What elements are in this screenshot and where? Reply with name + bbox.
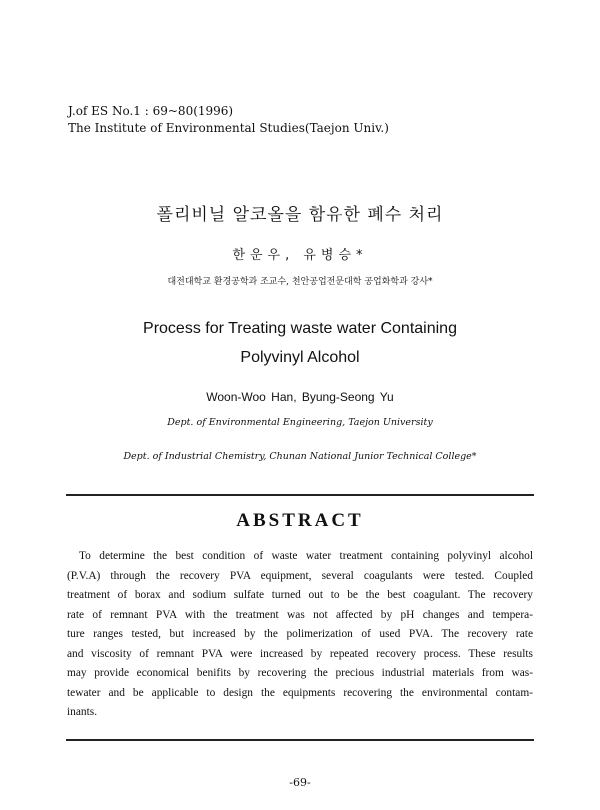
title-english-line-2: Polyvinyl Alcohol	[240, 349, 360, 366]
bottom-divider	[66, 739, 534, 741]
authors-english: Woon-Woo Han, Byung-Seong Yu	[206, 390, 394, 404]
institute-name: The Institute of Environmental Studies(Taejon Univ.)	[68, 121, 389, 135]
title-korean: 폴리비닐 알코올을 함유한 폐수 처리	[156, 205, 444, 225]
journal-header	[68, 103, 389, 137]
department-environmental-engineering: Dept. of Environmental Engineering, Taejon University	[167, 417, 433, 428]
abstract-line: inants.	[67, 706, 98, 718]
title-english-line-1: Process for Treating waste water Containing	[143, 320, 457, 337]
abstract-line: may provide economical benifits by recovering the precious industrial materials from was-	[67, 667, 533, 679]
page-number: -69-	[289, 776, 311, 789]
abstract-line: treatment of borax and sodium sulfate turned out to be the best coagulant. The recovery	[67, 589, 533, 601]
abstract-line: tewater and be applicable to design the equipments recovering the environmental contam-	[67, 686, 533, 699]
top-divider	[66, 494, 534, 496]
abstract-line: ture ranges tested, but increased by the polimerization of used PVA. The recovery rate	[67, 628, 533, 640]
department-industrial-chemistry: Dept. of Industrial Chemistry, Chunan National Junior Technical College*	[123, 451, 477, 462]
journal-citation: J.of ES No.1 : 69~80(1996)	[68, 104, 234, 118]
affiliation-korean: 대전대학교 환경공학과 조교수, 천안공업전문대학 공업화학과 강사*	[167, 277, 433, 287]
abstract-heading: ABSTRACT	[236, 510, 364, 531]
authors-korean: 한운우, 유병승*	[232, 248, 368, 263]
title-english	[0, 314, 600, 372]
abstract-line: (P.V.A) through the recovery PVA equipment, several coagulants were tested. Coupled	[67, 569, 533, 582]
abstract-body	[67, 547, 533, 723]
abstract-line: and viscosity of remnant PVA were increased by repeated recovery process. These results	[67, 647, 533, 660]
abstract-line: rate of remnant PVA with the treatment was not affected by pH changes and tempera-	[67, 608, 533, 621]
abstract-line: To determine the best condition of waste water treatment containing polyvinyl alcohol	[79, 550, 533, 562]
